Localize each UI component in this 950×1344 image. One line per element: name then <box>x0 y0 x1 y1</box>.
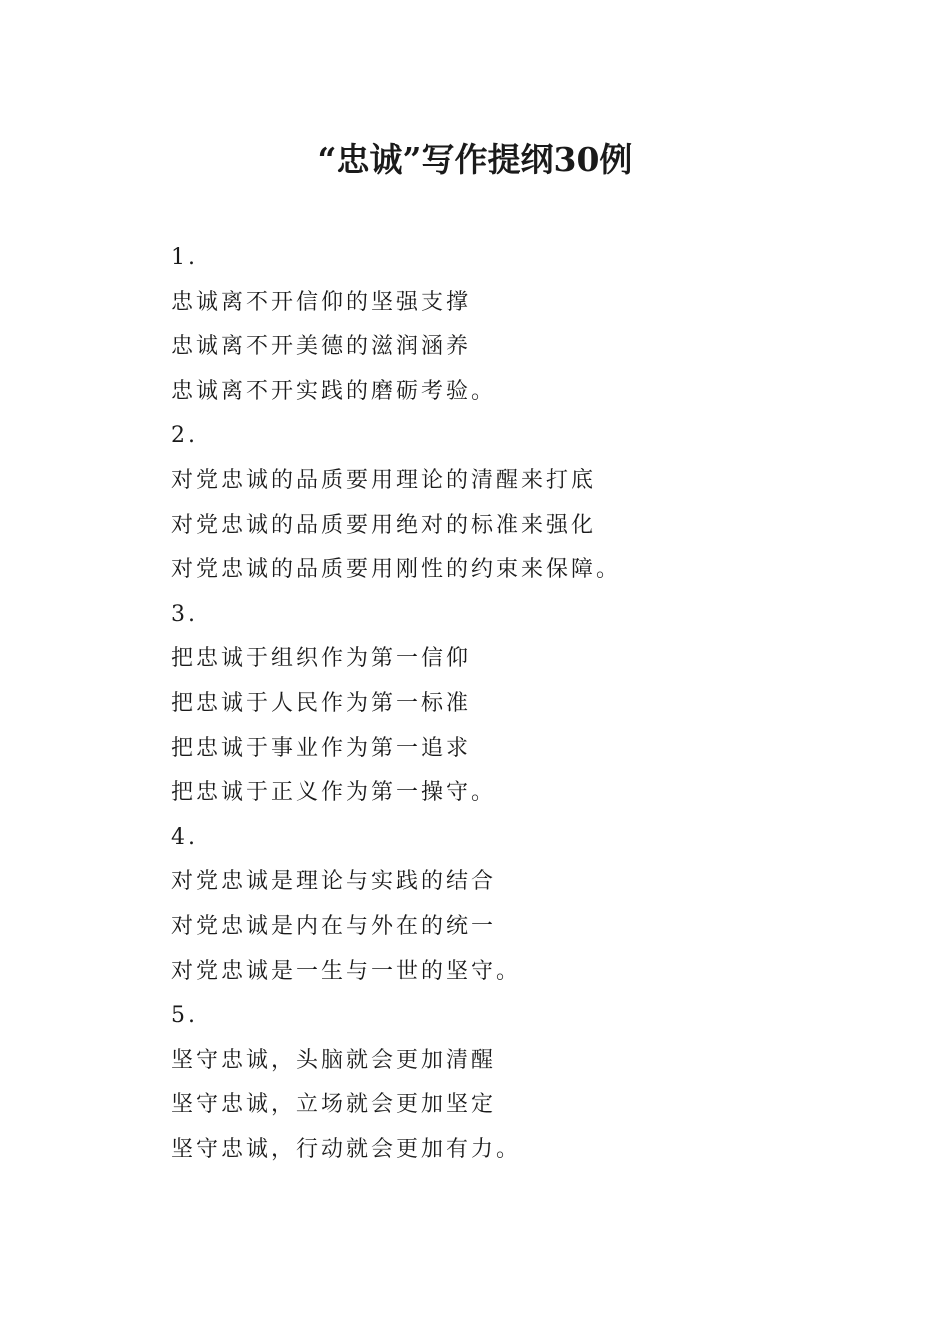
text-line: 把忠诚于人民作为第一标准 <box>171 690 472 716</box>
document-body <box>171 236 871 1172</box>
section-number: 5. <box>171 1003 198 1029</box>
text-line: 把忠诚于正义作为第一操守。 <box>171 780 497 806</box>
text-line: 忠诚离不开美德的滋润涵养 <box>171 334 472 360</box>
text-line: 忠诚离不开实践的磨砺考验。 <box>171 378 497 404</box>
text-line: 对党忠诚是一生与一世的坚守。 <box>171 958 522 984</box>
text-line: 对党忠诚的品质要用理论的清醒来打底 <box>171 467 597 493</box>
text-line: 把忠诚于事业作为第一追求 <box>171 735 472 761</box>
section-number: 4. <box>171 824 198 850</box>
text-line: 对党忠诚的品质要用刚性的约束来保障。 <box>171 557 622 583</box>
text-line: 坚守忠诚，头脑就会更加清醒 <box>171 1047 497 1073</box>
text-line: 忠诚离不开信仰的坚强支撑 <box>171 289 472 315</box>
text-line: 对党忠诚的品质要用绝对的标准来强化 <box>171 512 597 538</box>
text-line: 坚守忠诚，立场就会更加坚定 <box>171 1092 497 1118</box>
text-line: 坚守忠诚，行动就会更加有力。 <box>171 1136 522 1162</box>
document-title: “忠诚”写作提纲30例 <box>317 140 633 179</box>
section-number: 2. <box>171 423 198 449</box>
text-line: 把忠诚于组织作为第一信仰 <box>171 646 472 672</box>
text-line: 对党忠诚是内在与外在的统一 <box>171 913 497 939</box>
section-number: 1. <box>171 245 198 270</box>
text-line: 对党忠诚是理论与实践的结合 <box>171 869 497 895</box>
section-number: 3. <box>171 601 198 627</box>
